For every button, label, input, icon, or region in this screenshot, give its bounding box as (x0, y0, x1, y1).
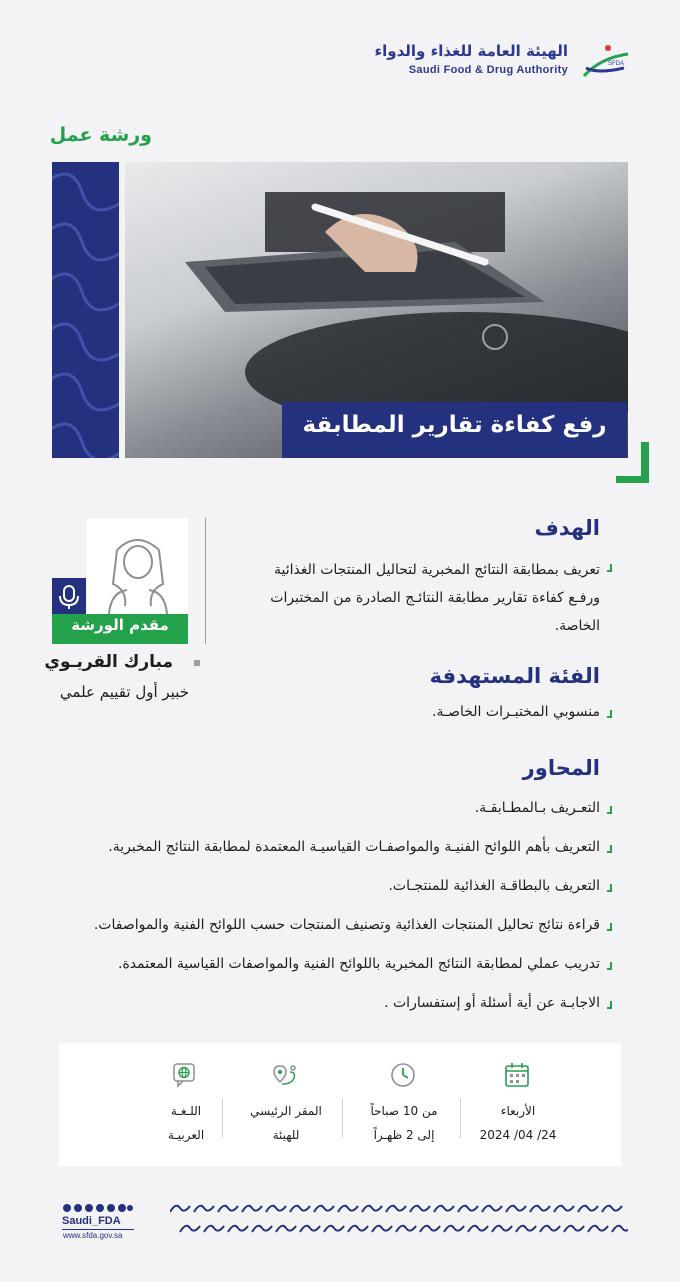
social-icon[interactable] (74, 1204, 82, 1212)
hero-title: رفع كفاءة تقارير المطابقة (302, 412, 607, 438)
presenter-role: خبير أول تقييم علمي (59, 683, 189, 701)
logo-english-name: Saudi Food & Drug Authority (408, 64, 568, 76)
microphone-icon (52, 578, 86, 614)
date-weekday: الأربعاء (500, 1104, 536, 1118)
wave-mark (410, 1206, 430, 1212)
language-value: العربيـة (167, 1128, 205, 1142)
wave-mark (290, 1206, 310, 1212)
goal-bullet-icon (607, 564, 612, 572)
social-icons-row (62, 1203, 134, 1213)
topic-bullet-icon (607, 884, 612, 892)
wave-mark (338, 1206, 358, 1212)
wave-mark (564, 1226, 584, 1232)
logo-arabic-name: الهيئة العامة للغذاء والدواء (374, 42, 568, 60)
wave-mark (362, 1206, 382, 1212)
wave-mark (170, 1206, 190, 1212)
audience-heading: الفئة المستهدفة (429, 664, 600, 688)
wave-mark (348, 1226, 368, 1232)
presenter-divider (205, 518, 206, 644)
footer-wave-pattern-icon (170, 1198, 628, 1238)
presenter-label: مقدم الورشة (71, 616, 169, 634)
wave-mark (324, 1226, 344, 1232)
person-avatar-icon (87, 518, 188, 614)
topic-item: التعـريف بـالمطـابقـة. (474, 800, 600, 816)
wave-mark (516, 1226, 536, 1232)
topic-bullet-icon (607, 845, 612, 853)
wave-mark (314, 1206, 334, 1212)
time-end: إلى 2 ظهـراً (373, 1128, 435, 1142)
presenter-bullet (194, 660, 200, 666)
audience-bullet-icon (607, 710, 612, 718)
topics-heading: المحاور (522, 756, 600, 780)
wave-mark (386, 1206, 406, 1212)
goal-heading: الهدف (534, 516, 600, 540)
globe-chat-icon (172, 1062, 198, 1088)
wave-mark (300, 1226, 320, 1232)
date-value: 24/ 04/ 2024 (479, 1128, 557, 1142)
wave-mark (444, 1226, 464, 1232)
wave-mark (588, 1226, 608, 1232)
location-detail: للهيئة (272, 1128, 300, 1142)
social-handle[interactable]: Saudi_FDA (62, 1215, 121, 1227)
time-start: من 10 صباحاً (370, 1104, 438, 1118)
wave-pattern-icon (52, 162, 119, 458)
wave-mark (540, 1226, 560, 1232)
wave-mark (434, 1206, 454, 1212)
topic-bullet-icon (607, 1001, 612, 1009)
sfda-logo (334, 40, 634, 85)
social-icon[interactable] (127, 1205, 133, 1211)
wave-mark (266, 1206, 286, 1212)
topic-item: الاجابـة عن أية أسئلة أو إستفسارات . (384, 995, 600, 1011)
wave-mark (180, 1226, 200, 1232)
topic-item: التعريف بأهم اللوائح الفنيـة والمواصفـات القياسيـة المعتمدة لمطابقة النتائج المخبرية. (108, 839, 600, 855)
footer-divider (62, 1229, 134, 1230)
wave-mark (194, 1206, 214, 1212)
wave-mark (530, 1206, 550, 1212)
wave-mark (218, 1206, 238, 1212)
green-corner-accent-bottom (616, 476, 649, 483)
topic-item: التعريف بالبطاقـة الغذائية للمنتجـات. (388, 878, 600, 894)
wave-mark (602, 1206, 622, 1212)
wave-mark (506, 1206, 526, 1212)
wave-mark (252, 1226, 272, 1232)
social-icon[interactable] (85, 1204, 93, 1212)
wave-mark (276, 1226, 296, 1232)
presenter-avatar (87, 518, 188, 614)
website-link[interactable]: www.sfda.gov.sa (63, 1231, 123, 1240)
wave-mark (242, 1206, 262, 1212)
clock-icon (390, 1062, 416, 1088)
social-icon[interactable] (96, 1204, 104, 1212)
topic-item: قراءة نتائج تحاليل المنتجات الغذائية وتصنيف المنتجات حسب اللوائح الفنية والمواصفات. (93, 917, 600, 933)
wave-mark (458, 1206, 478, 1212)
calendar-icon (504, 1062, 530, 1088)
logo-badge-text: SFDA (608, 61, 625, 67)
wave-mark (396, 1226, 416, 1232)
social-icon[interactable] (63, 1204, 71, 1212)
language-label: اللـغـة (170, 1104, 202, 1118)
social-icon[interactable] (118, 1204, 126, 1212)
goal-text: تعريف بمطابقة النتائج المخبرية لتحاليل المنتجات الغذائية ورفـع كفاءة تقارير مطابقة النتائـج الصادرة من المختبرات الخاصة. (270, 562, 600, 634)
sfda-emblem-icon (578, 40, 634, 85)
info-separator (342, 1098, 343, 1138)
wave-mark (554, 1206, 574, 1212)
wave-mark (228, 1226, 248, 1232)
presenter-name: مبارك القريـوي (44, 652, 173, 672)
wave-mark (420, 1226, 440, 1232)
location-icon (272, 1062, 298, 1088)
audience-item: منسوبي المختبـرات الخاصـة. (432, 704, 600, 720)
wave-mark (612, 1226, 628, 1232)
wave-mark (578, 1206, 598, 1212)
topic-bullet-icon (607, 923, 612, 931)
info-separator (460, 1098, 461, 1138)
wave-mark (204, 1226, 224, 1232)
mic-badge (52, 578, 86, 614)
wave-mark (468, 1226, 488, 1232)
social-icon[interactable] (107, 1204, 115, 1212)
topic-item: تدريب عملي لمطابقة النتائج المخبرية باللوائح الفنية والمواصفات القياسية المعتمدة. (118, 956, 600, 972)
topic-bullet-icon (607, 806, 612, 814)
wave-mark (492, 1226, 512, 1232)
topic-bullet-icon (607, 962, 612, 970)
wave-mark (482, 1206, 502, 1212)
location-name: المقر الرئيسي (250, 1104, 322, 1118)
wave-mark (372, 1226, 392, 1232)
workshop-kicker: ورشة عمل (49, 124, 152, 146)
hero-pattern-band (52, 162, 119, 458)
